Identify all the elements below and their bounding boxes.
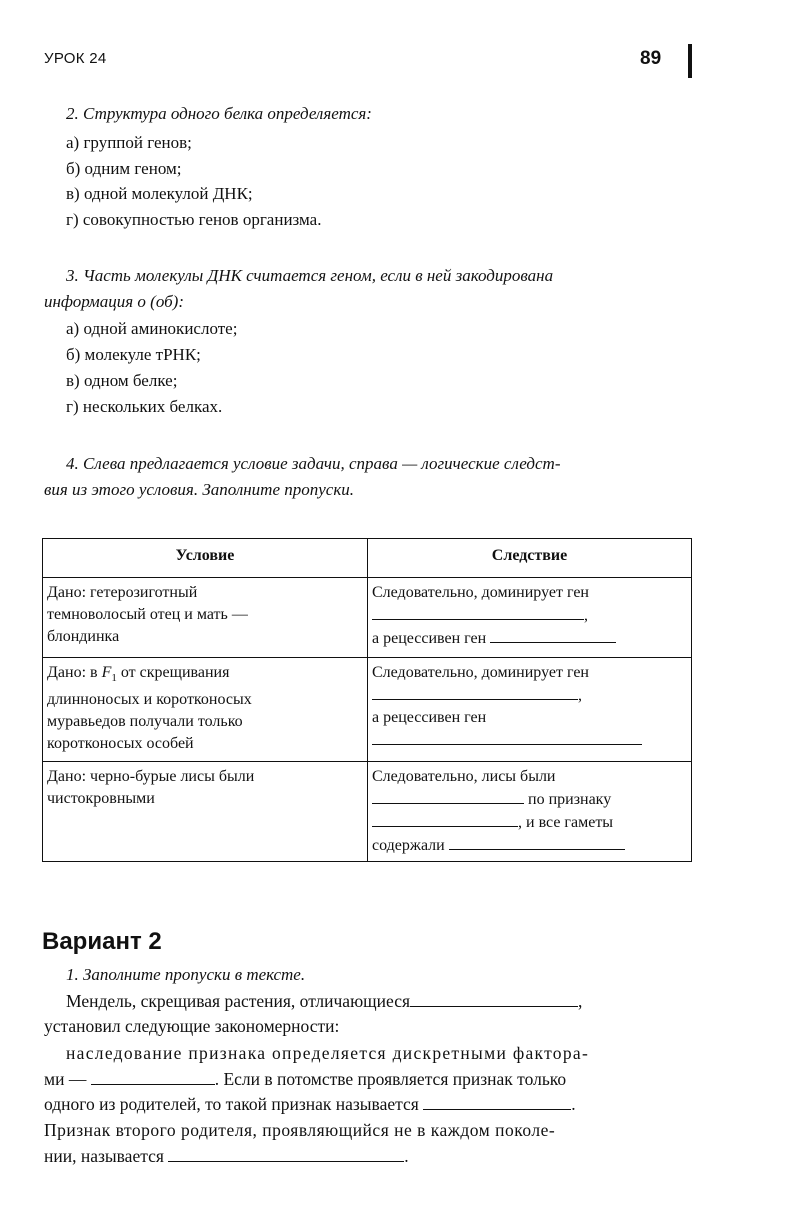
blank-field[interactable]: [372, 604, 584, 620]
variant2-line1: Мендель, скрещивая растения, отличающиеся ,: [66, 991, 583, 1011]
row1-condition: [43, 578, 368, 658]
row2-consequence: [368, 658, 692, 762]
row2-cond-line: длинноносых и коротконосых: [47, 691, 252, 709]
blank-field[interactable]: [490, 627, 616, 643]
row3-consequence: [368, 762, 692, 862]
row2-cond-line: коротконосых особей: [47, 735, 194, 753]
row2-res-line3: а рецессивен ген: [372, 709, 487, 726]
row1-cond-line: темноволосый отец и мать —: [47, 606, 248, 623]
blank-field[interactable]: [91, 1069, 215, 1085]
table-header-row: [43, 539, 692, 578]
blank-field[interactable]: [372, 811, 518, 827]
row1-consequence: [368, 578, 692, 658]
q2-option-d: г) совокупностью генов организма.: [66, 210, 322, 229]
blank-field[interactable]: [449, 834, 625, 850]
row1-res-line1: Следовательно, доминирует ген: [372, 584, 589, 601]
page-number: 89: [640, 48, 662, 69]
row2-res-line2: ,: [372, 684, 687, 707]
row3-cond-line: Дано: черно-бурые лисы были: [47, 768, 255, 785]
blank-field[interactable]: [410, 991, 578, 1007]
q4-title-line2: вия из этого условия. Заполните пропуски.: [44, 480, 355, 499]
variant2-line6: Признак второго родителя, проявляющийся не в каждом поколе-: [44, 1120, 556, 1140]
condition-table: [42, 538, 692, 862]
variant2-task-title: 1. Заполните пропуски в тексте.: [66, 965, 306, 984]
q3-option-d: г) нескольких белках.: [66, 397, 223, 416]
row1-res-line2: ,: [372, 604, 687, 627]
variant2-line3: наследование признака определяется дискретными фактора-: [66, 1043, 590, 1063]
header-condition: Условие: [43, 539, 368, 578]
variant2-line5: одного из родителей, то такой признак называется .: [44, 1094, 576, 1114]
blank-field[interactable]: [372, 788, 524, 804]
q2-title: 2. Структура одного белка определяется:: [66, 104, 372, 123]
row3-res-line4: содержали: [372, 834, 687, 857]
q3-title-line1: 3. Часть молекулы ДНК считается геном, если в ней закодирована: [66, 266, 554, 285]
row1-res-line3: а рецессивен ген: [372, 627, 687, 650]
table-row: [43, 658, 692, 762]
header-divider: [688, 44, 692, 78]
table-row: [43, 762, 692, 862]
row2-cond-line: муравьедов получали только: [47, 713, 243, 731]
row2-res-line1: Следовательно, доминирует ген: [372, 664, 589, 681]
row3-res-line2: по признаку: [372, 788, 687, 811]
q2-option-b: б) одним геном;: [66, 159, 182, 178]
blank-field[interactable]: [372, 684, 578, 700]
table-row: [43, 578, 692, 658]
row3-res-line3: , и все гаметы: [372, 811, 687, 834]
q3-option-a: а) одной аминокислоте;: [66, 319, 238, 338]
row3-condition: [43, 762, 368, 862]
blank-field[interactable]: [372, 729, 642, 745]
blank-field[interactable]: [168, 1146, 404, 1162]
row1-cond-line: Дано: гетерозиготный: [47, 584, 198, 601]
header-consequence: Следствие: [368, 539, 692, 578]
q2-option-c: в) одной молекулой ДНК;: [66, 184, 253, 203]
lesson-label: УРОК 24: [44, 50, 107, 67]
q3-option-c: в) одном белке;: [66, 371, 178, 390]
row2-condition: [43, 658, 368, 762]
row2-res-line4: [372, 729, 687, 752]
row3-cond-line: чистокровными: [47, 790, 155, 807]
q3-option-b: б) молекуле тРНК;: [66, 345, 201, 364]
q3-title-line2: информация о (об):: [44, 292, 184, 311]
q2-option-a: а) группой генов;: [66, 133, 192, 152]
q4-title-line1: 4. Слева предлагается условие задачи, справа — логические следст-: [66, 454, 561, 473]
variant2-line4: ми — . Если в потомстве проявляется признак только: [44, 1069, 567, 1089]
row3-res-line1: Следовательно, лисы были: [372, 768, 556, 785]
variant2-line2: установил следующие закономерности:: [44, 1016, 340, 1036]
row2-cond-line1: Дано: в $F_1$ от скрещивания: [47, 664, 230, 685]
variant-heading: Вариант 2: [42, 928, 162, 955]
variant2-line7: нии, называется .: [44, 1146, 409, 1166]
row1-cond-line: блондинка: [47, 628, 120, 645]
blank-field[interactable]: [423, 1094, 571, 1110]
